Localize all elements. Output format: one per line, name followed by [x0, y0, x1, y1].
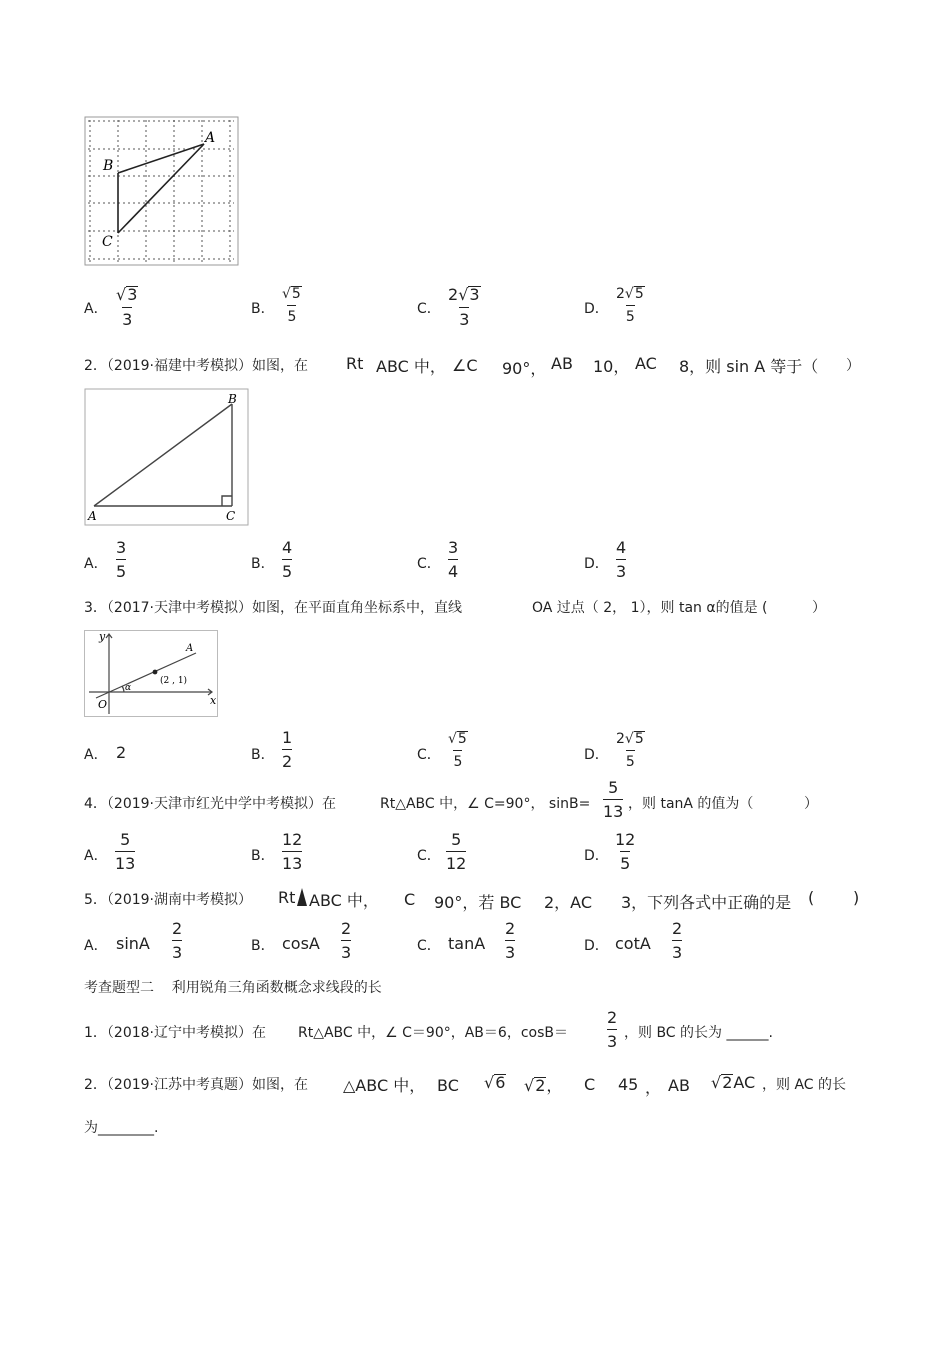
q1-option-b-letter: B．: [251, 301, 275, 317]
s2q2-triangle: △ABC 中，: [343, 1076, 426, 1095]
q1-option-c-den: 3: [459, 307, 469, 328]
q4-option-c-fraction: [446, 832, 466, 872]
s2q2-sqrt6: √6: [484, 1073, 506, 1092]
q3-point-marker: [153, 670, 158, 675]
q2-option-d-den: 3: [616, 559, 626, 580]
q1-option-c-letter: C．: [417, 301, 441, 317]
s2q2-sqrt6-value: 6: [495, 1073, 506, 1092]
section-title: 考查题型二 利用锐角三角函数概念求线段的长: [84, 980, 382, 996]
q1-option-d-fraction: $\frac{2√5}{5}$: [616, 286, 644, 325]
q3-option-c-fraction: $\frac{√5}{5}$: [448, 731, 467, 770]
q4-frac-num: 5: [608, 778, 619, 797]
q4-option-d-den: 5: [620, 851, 630, 872]
q5-option-a-num: 2: [172, 919, 183, 938]
q4-close: ）: [804, 796, 818, 812]
s2q2-ab: AB: [668, 1076, 690, 1095]
q4-option-c-letter: C．: [417, 848, 441, 864]
q5-close: ): [853, 888, 860, 907]
q1-option-a-den: 3: [122, 307, 132, 328]
s2q2-suffix: ，则 AC 的长: [762, 1077, 847, 1093]
s2q2-line2: 为________.: [84, 1120, 159, 1136]
q3-option-d-num: 5: [634, 731, 644, 747]
q2-option-d-fraction: [614, 540, 628, 580]
q2-point-a: A: [88, 509, 97, 523]
q3-origin: O: [98, 698, 108, 711]
q3-angle-alpha: α: [125, 683, 132, 693]
s2q2-45: 45: [618, 1075, 639, 1094]
q2-option-d-num: 4: [616, 538, 627, 557]
q2-ab: AB: [551, 354, 573, 373]
q5-option-c-den: 3: [505, 940, 515, 961]
s2q2-comma: ，: [546, 1076, 563, 1095]
q4-option-a-fraction: [115, 832, 135, 872]
s2q2-sqrt2: √2，: [524, 1076, 563, 1095]
q2-figure: [84, 388, 250, 528]
q4-sinb-fraction: [603, 780, 623, 820]
q2-option-a-letter: A．: [84, 556, 108, 572]
q5-option-d-num: 2: [672, 919, 683, 938]
q5-option-a-letter: A．: [84, 938, 108, 954]
q5-bc-val: 2，AC: [544, 893, 593, 912]
q1-point-c: C: [102, 234, 113, 250]
q5-ac-val: 3，下列各式中正确的是: [621, 893, 792, 912]
q5-option-c-num: 2: [505, 919, 516, 938]
q1-option-c-coef: 2: [448, 285, 459, 304]
q4-mid: Rt△ABC 中，∠ C=90°， sinB=: [380, 796, 591, 812]
q4-option-a-den: 13: [115, 851, 135, 872]
q2-close: ）: [846, 358, 860, 374]
s2q1-suffix: ，则 BC 的长为 ______.: [624, 1025, 773, 1041]
q5-option-a-den: 3: [172, 940, 182, 961]
q3-figure: [84, 630, 218, 718]
q3-close: ）: [812, 600, 826, 616]
s2q1-mid: Rt△ABC 中，∠ C＝90°，AB＝6，cosB＝: [298, 1025, 568, 1041]
q2-ac-val: 8，则 sin A 等于（: [679, 357, 819, 376]
q5-option-a-fn: sinA: [116, 934, 150, 953]
s2q1-cosb-fraction: [605, 1010, 619, 1050]
q4-prefix: 4．（2019·天津市红光中学中考模拟）在: [84, 796, 336, 812]
q1-option-d-num: 5: [634, 286, 644, 302]
q2-option-a-fraction: [114, 540, 128, 580]
q3-point-label: (2 , 1): [160, 676, 188, 686]
q1-option-b-fraction: $\frac{√5}{5}$: [282, 286, 301, 325]
q1-option-a-num: 3: [127, 285, 138, 304]
q5-option-d-letter: D．: [584, 938, 609, 954]
s2q2-bc: BC: [437, 1076, 459, 1095]
q3-point-a: A: [186, 643, 194, 654]
q1-option-b-num: 5: [291, 286, 301, 302]
q3-mid: OA 过点（ 2， 1），则 tan α的值是 (: [532, 600, 768, 616]
q2-point-c: C: [226, 509, 236, 523]
q1-point-b: B: [103, 158, 114, 174]
q2-option-d-letter: D．: [584, 556, 609, 572]
s2q1-frac-den: 3: [607, 1029, 617, 1050]
q1-option-a-fraction: $\frac{√3}{3}$: [116, 285, 138, 329]
q3-option-b-fraction: [280, 730, 294, 770]
q2-abc: ABC 中，: [376, 357, 446, 376]
q5-option-b-fraction: [339, 921, 353, 961]
q5-prefix: 5．（2019·湖南中考模拟）: [84, 892, 252, 908]
s2q2-sqrt2b-value: 2: [722, 1073, 733, 1092]
s2q2-c: C: [584, 1075, 596, 1094]
q4-suffix: ，则 tanA 的值为（: [628, 796, 754, 812]
q3-axis-y: y: [99, 630, 106, 643]
q5-paren-open: (: [808, 888, 815, 907]
q3-option-d-coef: 2: [616, 731, 625, 747]
q4-option-d-num: 12: [615, 830, 636, 849]
q4-option-a-letter: A．: [84, 848, 108, 864]
q5-option-a-fraction: [170, 921, 184, 961]
q5-option-c-fn: tanA: [448, 934, 486, 953]
q2-val90: 90°，: [502, 359, 547, 378]
s2q2-comma2: ，: [645, 1078, 662, 1097]
q2-option-a-num: 3: [116, 538, 127, 557]
q2-ac: AC: [635, 354, 657, 373]
q2-option-a-den: 5: [116, 559, 126, 580]
q2-rt: Rt: [346, 354, 364, 373]
q3-option-b-den: 2: [282, 749, 292, 770]
q3-option-a-letter: A．: [84, 747, 108, 763]
q2-option-c-fraction: [446, 540, 460, 580]
q3-option-b-num: 1: [282, 728, 293, 747]
s2q2-ac: AC: [733, 1073, 756, 1092]
q4-option-b-fraction: [280, 832, 304, 872]
q3-option-b-letter: B．: [251, 747, 275, 763]
s2q1-prefix: 1．（2018·辽宁中考模拟）在: [84, 1025, 266, 1041]
q5-option-c-fraction: [503, 921, 517, 961]
q2-ab-val: 10，: [593, 357, 630, 376]
q3-option-c-num: 5: [457, 731, 467, 747]
q2-option-c-num: 3: [448, 538, 459, 557]
q1-option-d-coef: 2: [616, 286, 625, 302]
q5-option-b-fn: cosA: [282, 934, 320, 953]
q5-option-b-den: 3: [341, 940, 351, 961]
q4-option-d-fraction: [613, 832, 637, 872]
s2q2-prefix: 2．（2019·江苏中考真题）如图，在: [84, 1077, 308, 1093]
q4-option-b-num: 12: [282, 830, 303, 849]
q5-abc: ABC 中，: [309, 891, 379, 910]
q3-option-a-value: 2: [116, 743, 127, 762]
q5-option-b-letter: B．: [251, 938, 275, 954]
q2-point-b: B: [228, 392, 237, 406]
q2-option-b-fraction: [280, 540, 294, 580]
q1-figure: [84, 116, 240, 268]
s2q2-sqrt2-value: 2: [535, 1076, 546, 1095]
q2-prefix: 2．（2019·福建中考模拟）如图，在: [84, 358, 308, 374]
q4-option-b-letter: B．: [251, 848, 275, 864]
s2q1-frac-num: 2: [607, 1008, 618, 1027]
q2-option-b-letter: B．: [251, 556, 275, 572]
q2-angle: ∠C: [452, 356, 478, 375]
q2-option-c-den: 4: [448, 559, 458, 580]
q5-option-d-den: 3: [672, 940, 682, 961]
q3-option-d-letter: D．: [584, 747, 609, 763]
q5-option-b-num: 2: [341, 919, 352, 938]
q3-option-c-letter: C．: [417, 747, 441, 763]
q1-option-c-fraction: $\frac{2√3}{3}$: [448, 285, 480, 329]
q4-option-c-den: 12: [446, 851, 466, 872]
q5-val90: 90°，若 BC: [434, 893, 522, 912]
q3-axis-x: x: [210, 694, 217, 707]
q1-option-d-letter: D．: [584, 301, 609, 317]
q5-triangle-icon: [296, 887, 308, 907]
q4-option-a-num: 5: [120, 830, 131, 849]
q4-option-b-den: 13: [282, 851, 302, 872]
q5-c: C: [404, 890, 416, 909]
q3-option-d-den: 5: [626, 750, 635, 769]
q3-option-d-fraction: $\frac{2√5}{5}$: [616, 731, 644, 770]
q2-option-b-den: 5: [282, 559, 292, 580]
q4-frac-den: 13: [603, 799, 623, 820]
q3-prefix: 3．（2017·天津中考模拟）如图，在平面直角坐标系中，直线: [84, 600, 462, 616]
q1-option-b-den: 5: [287, 305, 296, 324]
q4-option-c-num: 5: [451, 830, 462, 849]
q5-rt: Rt: [278, 888, 296, 907]
q2-option-c-letter: C．: [417, 556, 441, 572]
q1-option-d-den: 5: [626, 305, 635, 324]
q3-option-c-den: 5: [453, 750, 462, 769]
q5-option-d-fn: cotA: [615, 934, 651, 953]
q1-option-c-num: 3: [469, 285, 480, 304]
q1-option-a-letter: A．: [84, 301, 108, 317]
q2-option-b-num: 4: [282, 538, 293, 557]
q5-option-c-letter: C．: [417, 938, 441, 954]
q1-point-a: A: [205, 130, 216, 146]
s2q2-sqrt2-ac: √2AC: [711, 1073, 756, 1092]
q5-option-d-fraction: [670, 921, 684, 961]
q4-option-d-letter: D．: [584, 848, 609, 864]
